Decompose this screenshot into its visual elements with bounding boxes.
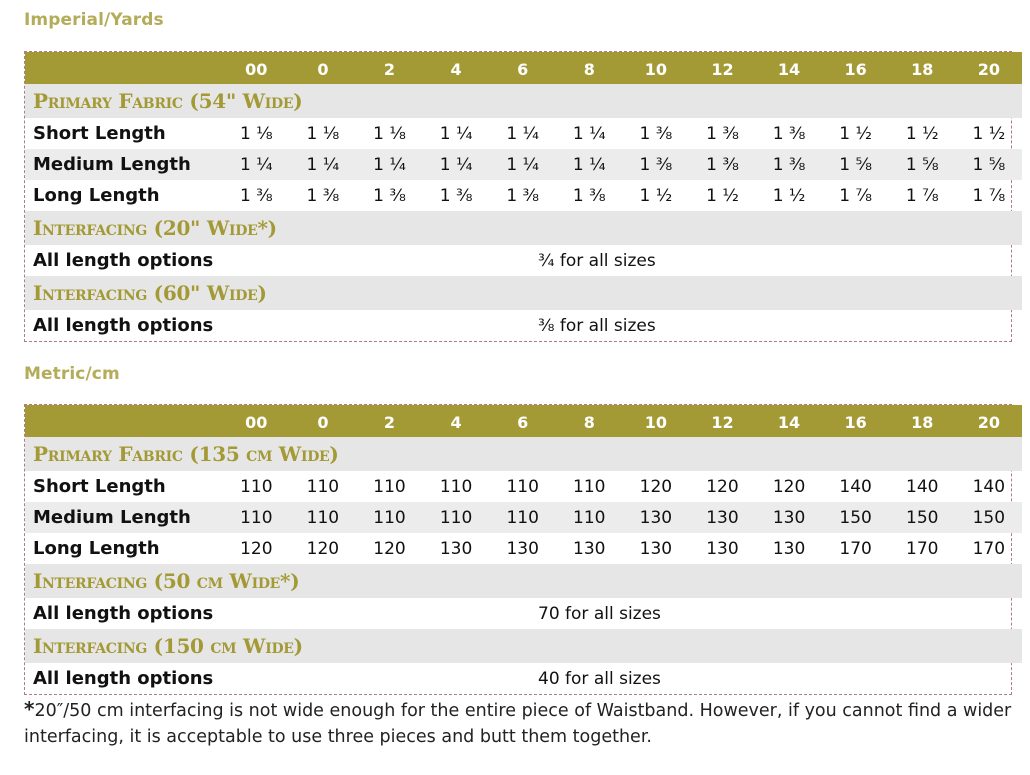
group-heading: Primary Fabric (135 cm Wide) <box>25 437 1022 471</box>
row-label: Medium Length <box>25 149 223 180</box>
table-cell: 110 <box>223 502 290 533</box>
table-cell: 1 ⅜ <box>639 123 673 144</box>
size-header-cell: 12 <box>689 52 756 84</box>
size-header-cell: 20 <box>956 52 1023 84</box>
size-header-cell: 00 <box>223 405 290 437</box>
metric-interfacing-50-heading-row <box>25 564 1022 598</box>
metric-yardage-table <box>25 405 1022 694</box>
size-header-cell: 2 <box>356 52 423 84</box>
table-cell: 140 <box>839 476 872 497</box>
group-heading: Interfacing (60" Wide) <box>25 276 1022 310</box>
table-cell: 110 <box>423 502 490 533</box>
imperial-size-header-row <box>25 52 1022 84</box>
all-sizes-value: ⅜ for all sizes <box>538 315 656 336</box>
table-cell: 140 <box>972 476 1006 497</box>
all-sizes-value: ¾ for all sizes <box>538 250 656 271</box>
table-cell: 150 <box>889 502 956 533</box>
table-cell: 1 ⅜ <box>623 149 690 180</box>
table-cell: 170 <box>972 538 1006 559</box>
table-cell: 1 ⅞ <box>972 185 1006 206</box>
table-cell: 170 <box>839 538 872 559</box>
table-cell: 150 <box>956 502 1023 533</box>
row-label: All length options <box>33 315 214 336</box>
size-header-cell: 16 <box>822 52 889 84</box>
footnote <box>24 696 1014 750</box>
imperial-primary-fabric-heading-row <box>25 84 1022 118</box>
size-header-cell: 6 <box>489 52 556 84</box>
metric-interfacing-150-heading-row <box>25 629 1022 663</box>
table-cell: 1 ⅜ <box>689 149 756 180</box>
table-cell: 170 <box>906 538 939 559</box>
table-row <box>25 180 1022 211</box>
size-header-cell: 8 <box>556 405 623 437</box>
table-cell: 1 ⅝ <box>889 149 956 180</box>
size-header-cell: 10 <box>623 405 690 437</box>
size-header-cell: 0 <box>290 405 357 437</box>
metric-section-title: Metric/cm <box>24 364 120 384</box>
table-cell: 120 <box>240 538 273 559</box>
table-cell: 1 ⅜ <box>572 185 606 206</box>
table-cell: 110 <box>573 476 606 497</box>
table-cell: 1 ¼ <box>223 149 290 180</box>
table-cell: 110 <box>506 476 539 497</box>
table-cell: 1 ⅜ <box>772 123 806 144</box>
table-cell: 1 ¼ <box>506 123 540 144</box>
table-row <box>25 502 1022 533</box>
table-cell: 1 ¼ <box>290 149 357 180</box>
size-header-cell: 0 <box>290 52 357 84</box>
table-cell: 1 ⅛ <box>306 123 340 144</box>
table-cell: 120 <box>772 476 806 497</box>
size-header-cell: 12 <box>689 405 756 437</box>
size-header-cell: 20 <box>956 405 1023 437</box>
table-cell: 1 ⅛ <box>239 123 273 144</box>
table-cell: 1 ¼ <box>423 149 490 180</box>
table-cell: 1 ⅞ <box>905 185 939 206</box>
table-cell: 130 <box>689 502 756 533</box>
group-heading: Interfacing (20" Wide*) <box>25 211 1022 245</box>
table-cell: 120 <box>706 476 739 497</box>
size-header-cell: 6 <box>489 405 556 437</box>
table-cell: 1 ⅜ <box>756 149 823 180</box>
row-label: All length options <box>33 603 214 624</box>
imperial-yardage-table <box>25 52 1022 341</box>
size-header-cell: 8 <box>556 52 623 84</box>
row-label: All length options <box>33 250 214 271</box>
size-header-cell: 00 <box>223 52 290 84</box>
imperial-table-frame <box>24 51 1012 342</box>
table-cell: 1 ⅜ <box>439 185 473 206</box>
row-label: Long Length <box>33 538 160 559</box>
table-cell: 1 ½ <box>839 123 872 144</box>
table-row <box>25 245 1022 276</box>
table-cell: 110 <box>356 502 423 533</box>
table-cell: 1 ⅜ <box>306 185 340 206</box>
table-cell: 120 <box>306 538 340 559</box>
group-heading: Interfacing (50 cm Wide*) <box>25 564 1022 598</box>
metric-table-frame <box>24 404 1012 695</box>
table-cell: 1 ½ <box>905 123 939 144</box>
table-cell: 1 ⅞ <box>839 185 872 206</box>
size-header-cell: 4 <box>423 52 490 84</box>
imperial-header-blank <box>25 52 223 84</box>
imperial-section-title: Imperial/Yards <box>24 10 164 30</box>
group-heading: Primary Fabric (54" Wide) <box>25 84 1022 118</box>
table-cell: 1 ⅜ <box>239 185 273 206</box>
size-header-cell: 10 <box>623 52 690 84</box>
metric-header-blank <box>25 405 223 437</box>
row-label: Short Length <box>33 123 166 144</box>
size-header-cell: 16 <box>822 405 889 437</box>
table-cell: 1 ¼ <box>439 123 473 144</box>
group-heading: Interfacing (150 cm Wide) <box>25 629 1022 663</box>
table-cell: 130 <box>623 502 690 533</box>
all-sizes-value: 70 for all sizes <box>538 603 661 624</box>
footnote-text: 20″/50 cm interfacing is not wide enough for the entire piece of Waistband. However, if you cannot find a wider interfacing, it is acceptable to use three pieces and butt them together. <box>24 701 1012 747</box>
table-cell: 1 ¼ <box>489 149 556 180</box>
size-header-cell: 14 <box>756 405 823 437</box>
row-label: All length options <box>33 668 214 689</box>
table-cell: 110 <box>556 502 623 533</box>
table-cell: 1 ½ <box>972 123 1006 144</box>
table-row <box>25 471 1022 502</box>
row-label: Medium Length <box>25 502 223 533</box>
table-cell: 1 ⅜ <box>373 185 406 206</box>
table-cell: 1 ⅛ <box>373 123 406 144</box>
footnote-asterisk: * <box>24 697 35 721</box>
table-cell: 1 ½ <box>772 185 806 206</box>
table-cell: 110 <box>306 476 340 497</box>
size-header-cell: 18 <box>889 52 956 84</box>
size-header-cell: 18 <box>889 405 956 437</box>
metric-size-header-row <box>25 405 1022 437</box>
table-cell: 130 <box>706 538 739 559</box>
table-cell: 140 <box>906 476 939 497</box>
imperial-interfacing-20-heading-row <box>25 211 1022 245</box>
table-cell: 150 <box>822 502 889 533</box>
table-cell: 1 ¼ <box>572 123 606 144</box>
table-cell: 130 <box>573 538 606 559</box>
size-header-cell: 4 <box>423 405 490 437</box>
all-sizes-value: 40 for all sizes <box>538 668 661 689</box>
table-row <box>25 310 1022 341</box>
size-header-cell: 14 <box>756 52 823 84</box>
table-cell: 130 <box>506 538 539 559</box>
table-cell: 1 ½ <box>706 185 739 206</box>
table-cell: 1 ¼ <box>556 149 623 180</box>
table-row <box>25 663 1022 694</box>
table-cell: 1 ½ <box>639 185 673 206</box>
table-cell: 1 ⅜ <box>506 185 540 206</box>
table-cell: 1 ¼ <box>356 149 423 180</box>
table-cell: 1 ⅝ <box>956 149 1023 180</box>
row-label: Long Length <box>33 185 160 206</box>
table-row <box>25 118 1022 149</box>
table-cell: 130 <box>639 538 673 559</box>
table-cell: 110 <box>489 502 556 533</box>
table-cell: 120 <box>639 476 673 497</box>
table-row <box>25 149 1022 180</box>
metric-primary-fabric-heading-row <box>25 437 1022 471</box>
table-cell: 110 <box>373 476 406 497</box>
table-cell: 1 ⅝ <box>822 149 889 180</box>
imperial-interfacing-60-heading-row <box>25 276 1022 310</box>
table-cell: 130 <box>756 502 823 533</box>
table-row <box>25 533 1022 564</box>
table-cell: 120 <box>373 538 406 559</box>
table-cell: 1 ⅜ <box>706 123 739 144</box>
row-label: Short Length <box>33 476 166 497</box>
table-cell: 130 <box>772 538 806 559</box>
size-header-cell: 2 <box>356 405 423 437</box>
table-row <box>25 598 1022 629</box>
table-cell: 110 <box>240 476 273 497</box>
table-cell: 110 <box>439 476 473 497</box>
table-cell: 110 <box>290 502 357 533</box>
table-cell: 130 <box>439 538 473 559</box>
